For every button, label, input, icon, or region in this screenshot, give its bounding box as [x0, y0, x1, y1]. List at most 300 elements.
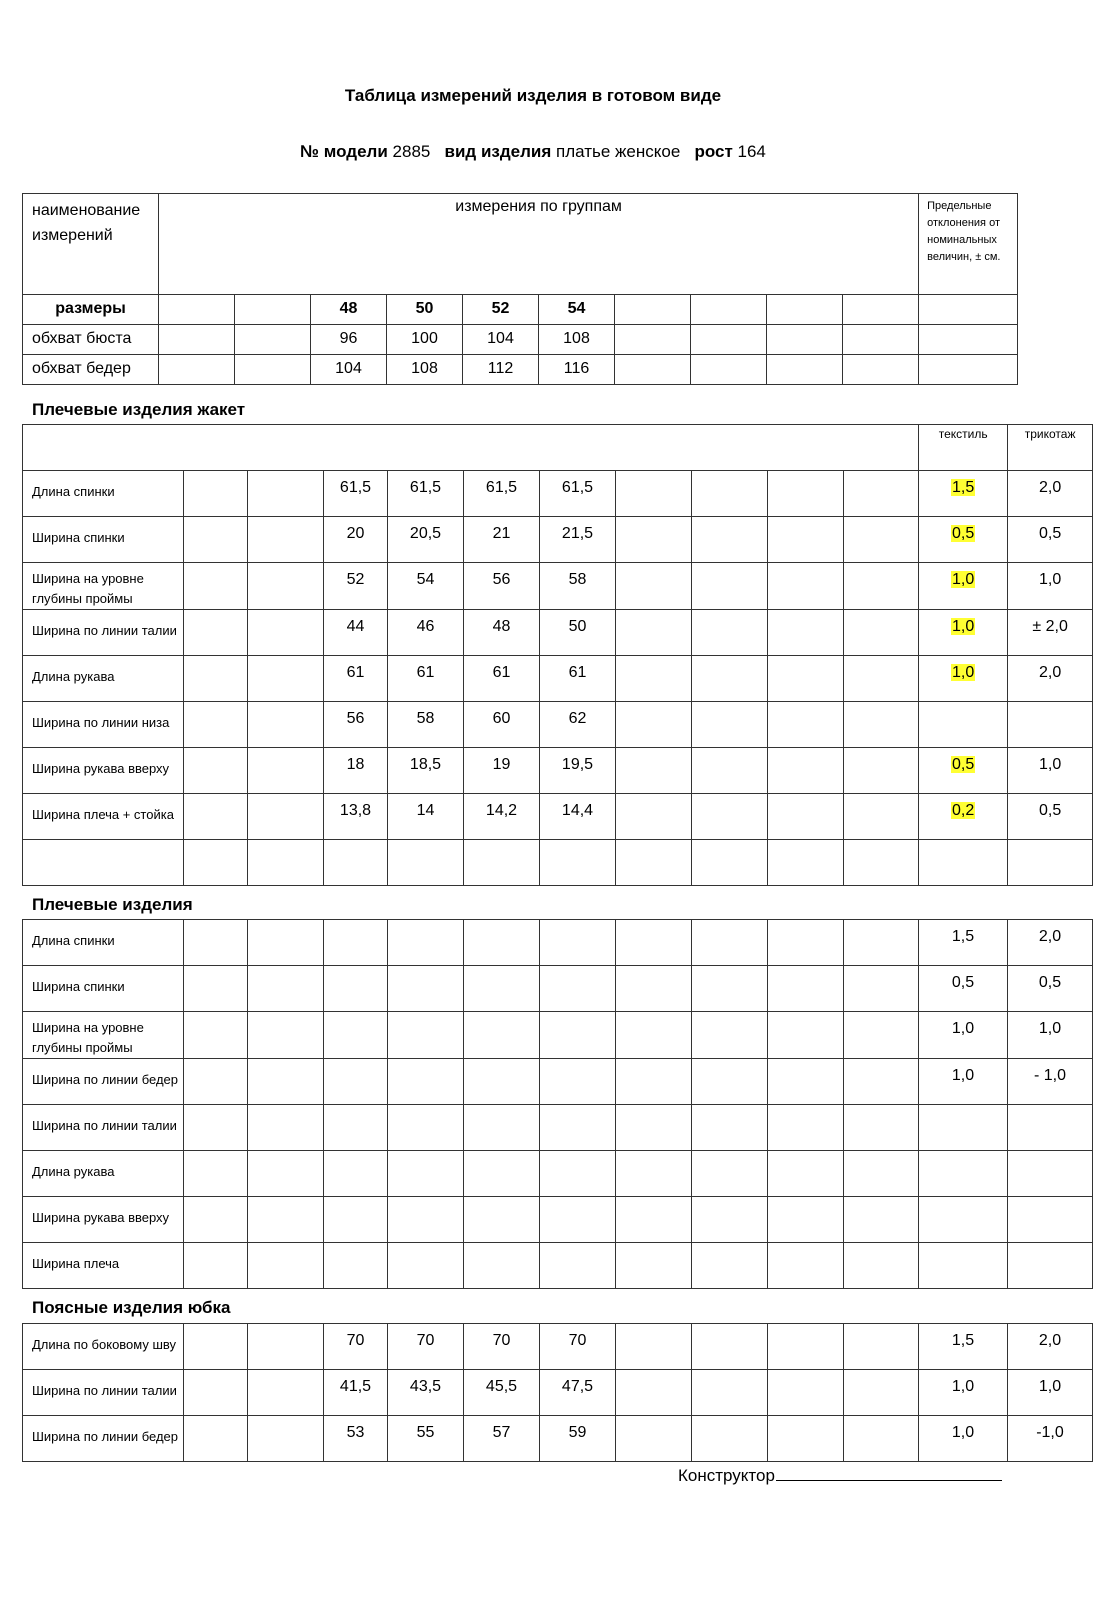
knit-deviation: 1,0: [1008, 563, 1093, 610]
empty-cell: [184, 920, 248, 966]
empty-cell: [248, 1243, 324, 1289]
empty-cell: [616, 656, 692, 702]
signature-label: Конструктор: [678, 1466, 775, 1485]
size-value: 44: [324, 610, 388, 656]
empty-cell: [768, 517, 844, 563]
empty-cell: [248, 610, 324, 656]
empty-cell: [692, 794, 768, 840]
empty-cell: [844, 1197, 919, 1243]
empty-cell: [692, 1059, 768, 1105]
knit-deviation: 2,0: [1008, 920, 1093, 966]
shoulder-table: [22, 919, 1093, 1289]
empty-cell: [616, 920, 692, 966]
empty-cell: [235, 325, 311, 355]
size-value: 13,8: [324, 794, 388, 840]
empty-cell: [768, 1324, 844, 1370]
empty-cell: [159, 355, 235, 385]
empty-cell: [844, 966, 919, 1012]
empty-cell: [843, 355, 919, 385]
size-value: 61: [540, 656, 616, 702]
empty-cell: [248, 656, 324, 702]
empty-cell: [248, 517, 324, 563]
empty-cell: [248, 966, 324, 1012]
value-cell: 100: [387, 325, 463, 355]
size-value: 53: [324, 1416, 388, 1462]
measurement-name: Ширина спинки: [23, 966, 184, 1012]
measurement-name: Длина рукава: [23, 656, 184, 702]
textile-header: текстиль: [919, 425, 1008, 471]
textile-deviation: [919, 517, 1008, 563]
empty-cell: [616, 1324, 692, 1370]
table-row: [23, 840, 1093, 886]
model-info: [0, 142, 1066, 162]
textile-value: 0,5: [952, 525, 975, 542]
empty-cell: [692, 1370, 768, 1416]
size-value: 58: [388, 702, 464, 748]
size-value: 61,5: [540, 471, 616, 517]
empty-cell: [768, 794, 844, 840]
empty-cell: [615, 295, 691, 325]
empty-cell: [692, 1324, 768, 1370]
size-value: [540, 1243, 616, 1289]
knit-deviation: ± 2,0: [1008, 610, 1093, 656]
textile-deviation: [919, 1243, 1008, 1289]
size-value: 52: [324, 563, 388, 610]
table-row: [23, 1370, 1093, 1416]
size-value: 14,4: [540, 794, 616, 840]
size-value: [540, 840, 616, 886]
size-value: 19,5: [540, 748, 616, 794]
size-value: 61,5: [388, 471, 464, 517]
size-value: 61,5: [464, 471, 540, 517]
document-title: Таблица измерений изделия в готовом виде: [344, 86, 722, 105]
size-value: [388, 1243, 464, 1289]
empty-cell: [844, 702, 919, 748]
sizes-row: [23, 295, 1018, 325]
value-cell: 104: [311, 355, 387, 385]
bust-row: [23, 325, 1018, 355]
empty-cell: [616, 1105, 692, 1151]
value-cell: 108: [387, 355, 463, 385]
empty-cell: [692, 1105, 768, 1151]
size-value: [324, 1105, 388, 1151]
measurement-name: Длина спинки: [23, 471, 184, 517]
empty-cell: [692, 610, 768, 656]
empty-cell: [768, 1416, 844, 1462]
empty-cell: [768, 920, 844, 966]
size-value: 18,5: [388, 748, 464, 794]
size-value: [388, 1105, 464, 1151]
size-value: 59: [540, 1416, 616, 1462]
empty-cell: [184, 840, 248, 886]
empty-cell: [248, 702, 324, 748]
textile-value: 1,0: [952, 618, 975, 635]
table-row: [23, 471, 1093, 517]
table-row: [23, 1105, 1093, 1151]
empty-cell: [184, 966, 248, 1012]
knit-deviation: -1,0: [1008, 1416, 1093, 1462]
empty-cell: [844, 748, 919, 794]
empty-cell: [692, 656, 768, 702]
height-value: 164: [737, 142, 766, 161]
textile-deviation: [919, 794, 1008, 840]
section-title-skirt: Поясные изделия юбка: [32, 1298, 231, 1317]
empty-cell: [616, 966, 692, 1012]
empty-cell: [692, 1197, 768, 1243]
empty-cell: [768, 1197, 844, 1243]
empty-cell: [248, 471, 324, 517]
empty-cell: [844, 563, 919, 610]
measurement-name: Длина по боковому шву: [23, 1324, 184, 1370]
textile-value: 1,0: [951, 1020, 975, 1037]
empty-cell: [248, 563, 324, 610]
empty-cell: [248, 840, 324, 886]
textile-value: 1,0: [951, 1424, 975, 1441]
empty-cell: [616, 1059, 692, 1105]
empty-cell: [768, 1059, 844, 1105]
empty-cell: [692, 702, 768, 748]
table-row: [23, 794, 1093, 840]
row-label: обхват бедер: [23, 355, 159, 385]
empty-cell: [844, 840, 919, 886]
textile-deviation: [919, 471, 1008, 517]
empty-cell: [184, 471, 248, 517]
empty-cell: [248, 920, 324, 966]
empty-cell: [616, 471, 692, 517]
empty-cell: [184, 1324, 248, 1370]
value-cell: 96: [311, 325, 387, 355]
size-value: [388, 840, 464, 886]
textile-deviation: [919, 1197, 1008, 1243]
size-value: [540, 1012, 616, 1059]
measurement-name: Ширина по линии бедер: [23, 1416, 184, 1462]
measurement-name: Ширина по линии талии: [23, 1370, 184, 1416]
empty-cell: [768, 563, 844, 610]
empty-cell: [919, 325, 1018, 355]
empty-cell: [844, 1151, 919, 1197]
empty-cell: [844, 1324, 919, 1370]
empty-cell: [692, 966, 768, 1012]
size-value: [324, 1243, 388, 1289]
measurement-name: Ширина рукава вверху: [23, 748, 184, 794]
empty-cell: [844, 1059, 919, 1105]
knit-deviation: 0,5: [1008, 966, 1093, 1012]
knit-deviation: 1,0: [1008, 1370, 1093, 1416]
knit-deviation: 2,0: [1008, 656, 1093, 702]
empty-cell: [844, 1243, 919, 1289]
groups-header: измерения по группам: [159, 194, 919, 295]
size-value: [324, 920, 388, 966]
empty-cell: [844, 1416, 919, 1462]
table-row: [23, 702, 1093, 748]
empty-cell: [616, 610, 692, 656]
empty-cell: [616, 1151, 692, 1197]
empty-cell: [768, 840, 844, 886]
textile-deviation: [919, 1151, 1008, 1197]
size-54: 54: [539, 295, 615, 325]
empty-cell: [844, 656, 919, 702]
empty-cell: [616, 1197, 692, 1243]
size-value: 56: [324, 702, 388, 748]
knit-deviation: [1008, 840, 1093, 886]
size-value: 21,5: [540, 517, 616, 563]
size-value: [540, 1059, 616, 1105]
table-row: [23, 1324, 1093, 1370]
empty-cell: [844, 517, 919, 563]
empty-cell: [248, 794, 324, 840]
size-value: 70: [388, 1324, 464, 1370]
knit-deviation: - 1,0: [1008, 1059, 1093, 1105]
kind-value: платье женское: [556, 142, 681, 161]
empty-cell: [692, 563, 768, 610]
textile-deviation: [919, 748, 1008, 794]
textile-deviation: [919, 920, 1008, 966]
empty-cell: [768, 471, 844, 517]
measurement-name: Ширина по линии талии: [23, 610, 184, 656]
empty-cell: [844, 1105, 919, 1151]
table-row: [23, 563, 1093, 610]
empty-cell: [248, 1324, 324, 1370]
empty-cell: [616, 794, 692, 840]
size-value: 41,5: [324, 1370, 388, 1416]
textile-deviation: [919, 1012, 1008, 1059]
empty-cell: [768, 966, 844, 1012]
size-value: 70: [324, 1324, 388, 1370]
value-cell: 104: [463, 325, 539, 355]
name-header: наименование измерений: [23, 194, 159, 295]
header-blank: [23, 425, 919, 471]
empty-cell: [184, 563, 248, 610]
value-cell: 108: [539, 325, 615, 355]
size-value: [464, 1151, 540, 1197]
empty-cell: [184, 1151, 248, 1197]
size-value: 20: [324, 517, 388, 563]
measurement-name: Ширина плеча: [23, 1243, 184, 1289]
empty-cell: [843, 325, 919, 355]
table-row: [23, 517, 1093, 563]
table-row: [23, 1151, 1093, 1197]
size-value: [464, 966, 540, 1012]
knit-deviation: [1008, 1105, 1093, 1151]
empty-cell: [616, 840, 692, 886]
textile-deviation: [919, 1324, 1008, 1370]
empty-cell: [691, 295, 767, 325]
empty-cell: [692, 1151, 768, 1197]
size-value: [540, 1197, 616, 1243]
size-value: 55: [388, 1416, 464, 1462]
empty-cell: [768, 656, 844, 702]
empty-cell: [692, 1416, 768, 1462]
size-value: 45,5: [464, 1370, 540, 1416]
size-value: 18: [324, 748, 388, 794]
size-value: 61: [388, 656, 464, 702]
table-row: [23, 1197, 1093, 1243]
size-value: [464, 1197, 540, 1243]
textile-deviation: [919, 966, 1008, 1012]
size-value: 70: [464, 1324, 540, 1370]
empty-cell: [691, 325, 767, 355]
table-row: [23, 1243, 1093, 1289]
empty-cell: [184, 1105, 248, 1151]
textile-value: 1,0: [952, 571, 975, 588]
size-value: [388, 920, 464, 966]
section-title-jacket: Плечевые изделия жакет: [32, 400, 246, 419]
empty-cell: [184, 517, 248, 563]
empty-cell: [768, 1012, 844, 1059]
row-label: обхват бюста: [23, 325, 159, 355]
size-value: [464, 1105, 540, 1151]
measurement-name: Ширина на уровне глубины проймы: [23, 1012, 184, 1059]
size-value: 57: [464, 1416, 540, 1462]
empty-cell: [184, 1197, 248, 1243]
empty-cell: [184, 656, 248, 702]
empty-cell: [184, 1416, 248, 1462]
knit-deviation: [1008, 1197, 1093, 1243]
knit-deviation: [1008, 1243, 1093, 1289]
textile-deviation: [919, 563, 1008, 610]
textile-deviation: [919, 702, 1008, 748]
empty-cell: [248, 1197, 324, 1243]
size-value: [540, 1105, 616, 1151]
empty-cell: [768, 1105, 844, 1151]
size-value: [388, 966, 464, 1012]
size-value: 61: [324, 656, 388, 702]
empty-cell: [692, 1012, 768, 1059]
size-value: [464, 1012, 540, 1059]
knit-deviation: 0,5: [1008, 517, 1093, 563]
signature-line: [776, 1465, 1002, 1481]
textile-value: 1,5: [952, 479, 975, 496]
size-value: [324, 840, 388, 886]
size-value: 61: [464, 656, 540, 702]
textile-value: 1,5: [951, 928, 975, 945]
empty-cell: [184, 1059, 248, 1105]
knit-deviation: [1008, 702, 1093, 748]
measurement-name: Длина спинки: [23, 920, 184, 966]
size-value: 47,5: [540, 1370, 616, 1416]
textile-value: 1,5: [951, 1332, 975, 1349]
empty-cell: [248, 748, 324, 794]
hips-row: [23, 355, 1018, 385]
measurement-name: Ширина плеча + стойка: [23, 794, 184, 840]
empty-cell: [919, 355, 1018, 385]
empty-cell: [616, 1416, 692, 1462]
textile-value: 0,5: [951, 974, 975, 991]
empty-cell: [768, 1370, 844, 1416]
textile-deviation: [919, 1059, 1008, 1105]
empty-cell: [616, 1370, 692, 1416]
knit-deviation: 1,0: [1008, 1012, 1093, 1059]
size-value: 14,2: [464, 794, 540, 840]
table-row: [23, 966, 1093, 1012]
size-value: 14: [388, 794, 464, 840]
empty-cell: [768, 748, 844, 794]
textile-value: 0,5: [952, 756, 975, 773]
table-row: [23, 1059, 1093, 1105]
size-value: [324, 1012, 388, 1059]
table-row: [23, 1012, 1093, 1059]
empty-cell: [616, 1012, 692, 1059]
size-value: 50: [540, 610, 616, 656]
empty-cell: [184, 1012, 248, 1059]
knit-deviation: 0,5: [1008, 794, 1093, 840]
empty-cell: [248, 1370, 324, 1416]
table-row: [23, 610, 1093, 656]
deviation-header: Предельные отклонения от номинальных величин, ± см.: [919, 194, 1018, 295]
empty-cell: [248, 1416, 324, 1462]
size-value: [324, 1197, 388, 1243]
empty-cell: [159, 325, 235, 355]
empty-cell: [159, 295, 235, 325]
groups-table: [22, 193, 1018, 385]
empty-cell: [692, 840, 768, 886]
measurement-name: Длина рукава: [23, 1151, 184, 1197]
size-value: [464, 1059, 540, 1105]
size-value: 56: [464, 563, 540, 610]
empty-cell: [184, 702, 248, 748]
size-value: 48: [464, 610, 540, 656]
size-value: 21: [464, 517, 540, 563]
size-value: [388, 1012, 464, 1059]
measurement-name: Ширина по линии талии: [23, 1105, 184, 1151]
table-row: [23, 656, 1093, 702]
knit-header: трикотаж: [1008, 425, 1093, 471]
kind-label: вид изделия: [444, 142, 552, 161]
empty-cell: [248, 1151, 324, 1197]
size-value: [464, 840, 540, 886]
empty-cell: [844, 920, 919, 966]
section-title-shoulder: Плечевые изделия: [32, 895, 193, 914]
model-label: № модели: [300, 142, 388, 161]
skirt-table: [22, 1323, 1093, 1462]
empty-cell: [616, 563, 692, 610]
size-value: 46: [388, 610, 464, 656]
value-cell: 112: [463, 355, 539, 385]
empty-cell: [184, 610, 248, 656]
header-row: [23, 425, 1093, 471]
empty-cell: [184, 1370, 248, 1416]
size-50: 50: [387, 295, 463, 325]
textile-deviation: [919, 1416, 1008, 1462]
textile-value: 0,2: [952, 802, 975, 819]
empty-cell: [768, 1151, 844, 1197]
empty-cell: [692, 920, 768, 966]
empty-cell: [692, 748, 768, 794]
measurement-name: [23, 840, 184, 886]
textile-deviation: [919, 610, 1008, 656]
empty-cell: [844, 610, 919, 656]
knit-deviation: 2,0: [1008, 1324, 1093, 1370]
empty-cell: [248, 1012, 324, 1059]
empty-cell: [615, 355, 691, 385]
size-value: [540, 1151, 616, 1197]
knit-deviation: 2,0: [1008, 471, 1093, 517]
empty-cell: [616, 517, 692, 563]
size-value: [464, 920, 540, 966]
empty-cell: [248, 1059, 324, 1105]
sizes-label: размеры: [23, 295, 159, 325]
size-value: 70: [540, 1324, 616, 1370]
size-value: [324, 1151, 388, 1197]
empty-cell: [768, 1243, 844, 1289]
textile-deviation: [919, 840, 1008, 886]
empty-cell: [691, 355, 767, 385]
empty-cell: [767, 355, 843, 385]
textile-deviation: [919, 1105, 1008, 1151]
knit-deviation: 1,0: [1008, 748, 1093, 794]
size-value: [324, 1059, 388, 1105]
designer-signature: [678, 1465, 1002, 1486]
